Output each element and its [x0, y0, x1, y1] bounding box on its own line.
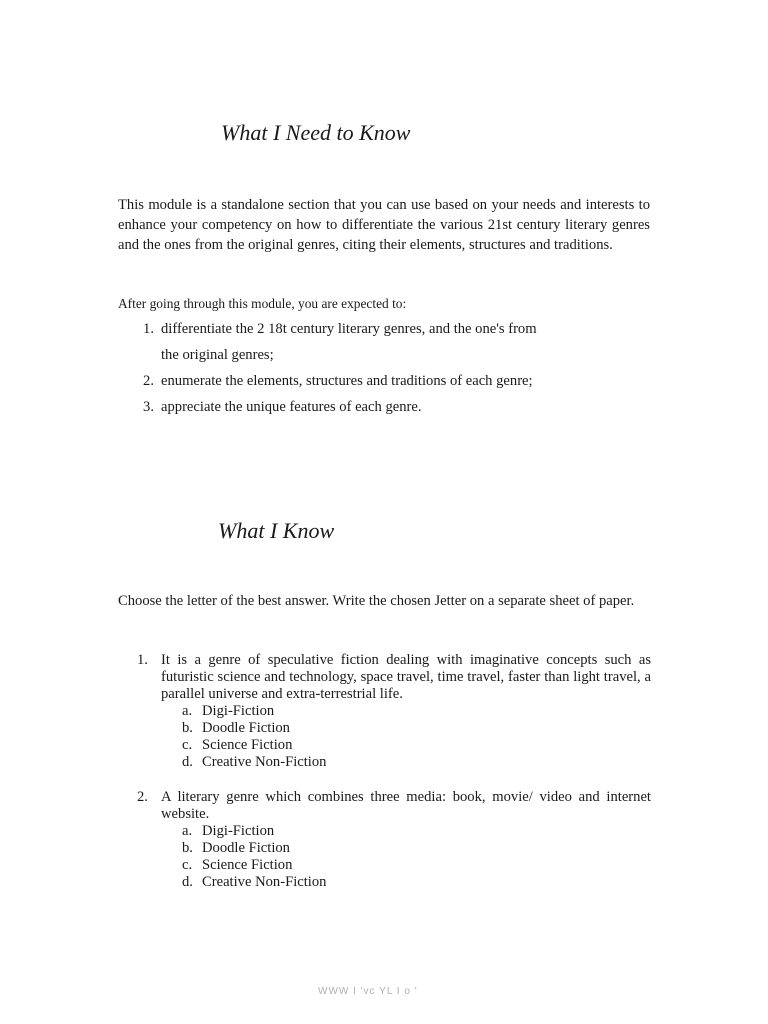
option-letter: d.: [182, 754, 193, 770]
quiz-question-1: [137, 652, 651, 770]
option-letter: b.: [182, 720, 193, 736]
objective-text: enumerate the elements, structures and traditions of each genre;: [161, 373, 533, 389]
option-text: Doodle Fiction: [202, 720, 290, 736]
answer-option-b: [182, 720, 290, 737]
option-letter: d.: [182, 874, 193, 890]
answer-option-d: [182, 754, 326, 771]
answer-option-d: [182, 874, 326, 891]
objective-number: 2.: [143, 373, 154, 389]
question-number: 2.: [137, 789, 148, 805]
option-text: Doodle Fiction: [202, 840, 290, 856]
option-letter: c.: [182, 737, 193, 753]
answer-option-a: [182, 703, 274, 720]
option-letter: a.: [182, 823, 193, 839]
option-text: Creative Non-Fiction: [202, 874, 327, 890]
option-text: Science Fiction: [202, 737, 293, 753]
objective-text: appreciate the unique features of each genre.: [161, 399, 422, 415]
expected-outcomes-lead: After going through this module, you are expected to:: [118, 296, 407, 311]
question-text: It is a genre of speculative fiction dealing with imaginative concepts such as futuristic science and technology, space travel, time travel, faster than light travel, a parallel universe and extra-terrestrial life.: [161, 652, 651, 702]
answer-option-c: [182, 737, 292, 754]
question-text: A literary genre which combines three media: book, movie/ video and internet website.: [161, 789, 651, 822]
answer-option-a: [182, 823, 274, 840]
quiz-instruction: Choose the letter of the best answer. Write the chosen Jetter on a separate sheet of paper.: [118, 593, 635, 609]
option-text: Digi-Fiction: [202, 823, 275, 839]
option-text: Creative Non-Fiction: [202, 754, 327, 770]
page-footer-watermark: WWW I 'vc YL I o ': [318, 986, 418, 997]
module-intro-paragraph: This module is a standalone section that you can use based on your needs and interests to enhance your competency on how to differentiate the various 21st century literary genres and the ones from the original genres, citing their elements, structures and traditions.: [118, 197, 650, 253]
question-number: 1.: [137, 652, 148, 668]
option-letter: b.: [182, 840, 193, 856]
option-letter: c.: [182, 857, 193, 873]
option-text: Digi-Fiction: [202, 703, 275, 719]
objective-number: 3.: [143, 399, 154, 415]
section-title-what-i-know: What I Know: [218, 518, 335, 543]
option-text: Science Fiction: [202, 857, 293, 873]
objective-number: 1.: [143, 321, 154, 337]
option-letter: a.: [182, 703, 193, 719]
section-title-what-i-need-to-know: What I Need to Know: [221, 120, 411, 145]
answer-option-c: [182, 857, 292, 874]
answer-option-b: [182, 840, 290, 857]
objective-text: differentiate the 2 18t century literary genres, and the one's from: [161, 321, 537, 337]
quiz-question-2: [137, 789, 651, 890]
objective-text-continued: the original genres;: [161, 347, 274, 363]
